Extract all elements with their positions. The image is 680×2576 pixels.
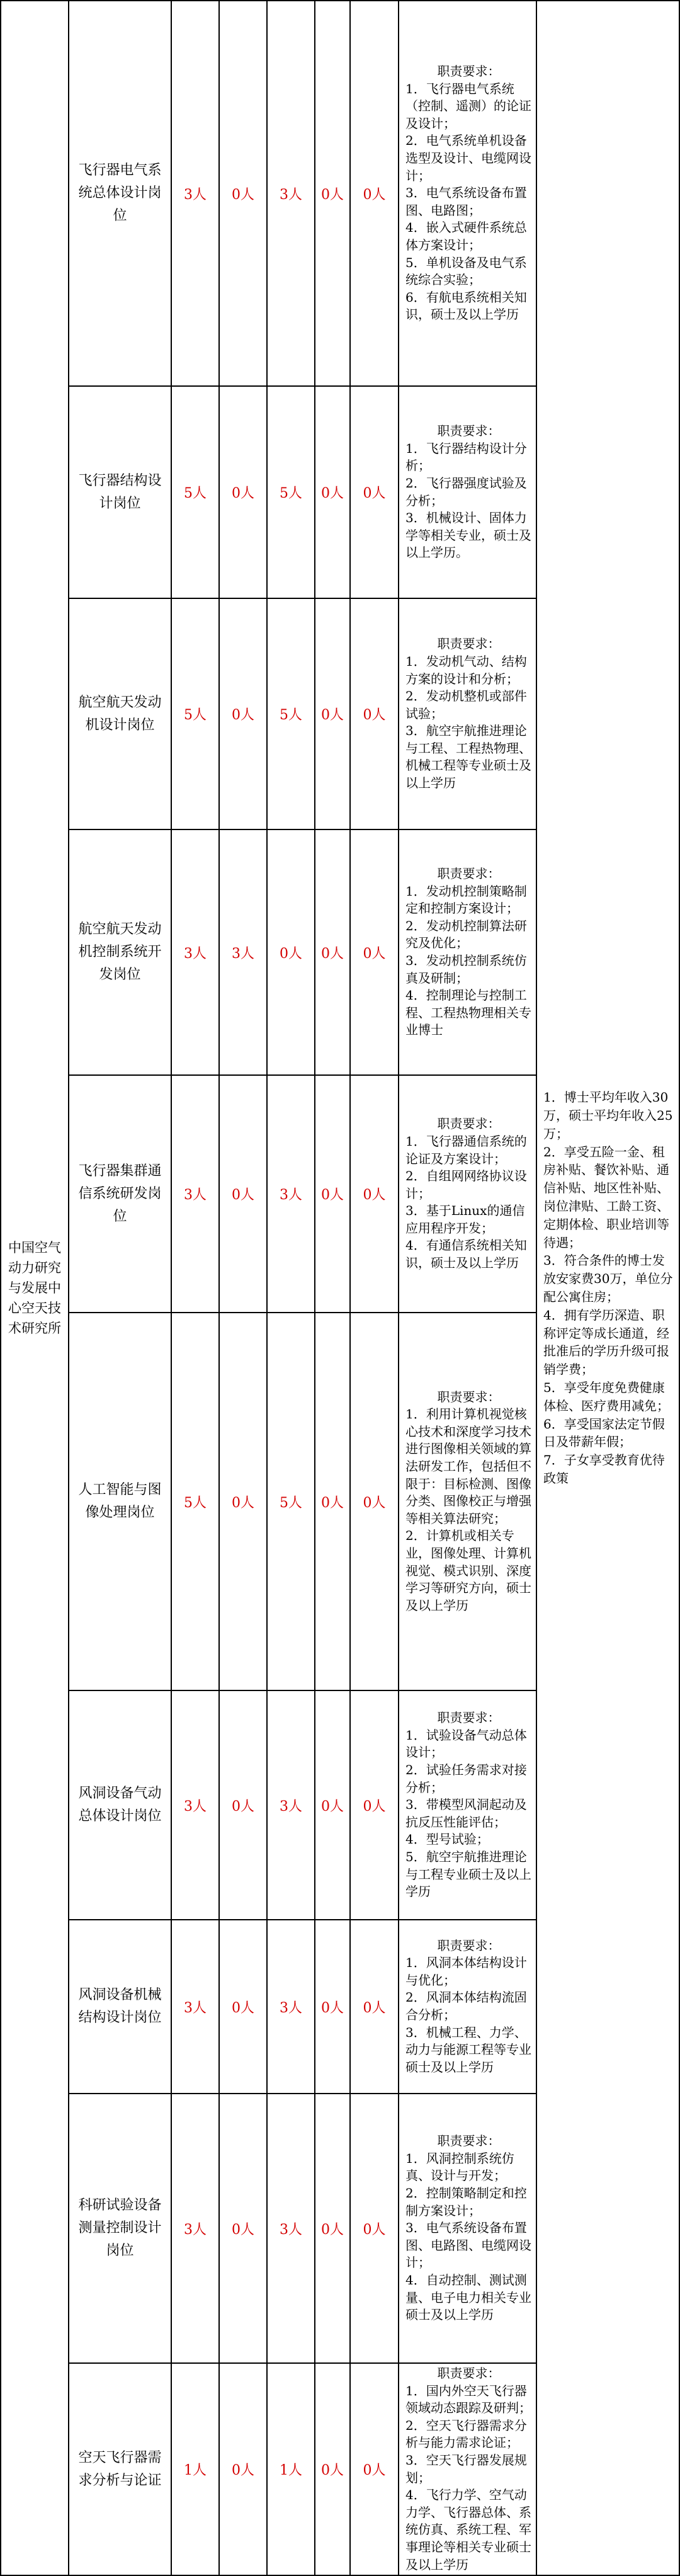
headcount-cell: 0人: [315, 2094, 350, 2363]
requirement-item: 4．飞行力学、空气动力学、飞行器总体、系统仿真、系统工程、军事理论等相关专业硕士及以上学历: [405, 2487, 531, 2572]
headcount-cell: 0人: [219, 1313, 267, 1690]
requirement-item: 4．自动控制、测试测量、电子电力相关专业硕士及以上学历: [405, 2272, 531, 2323]
position-name: 人工智能与图像处理岗位: [78, 1482, 162, 1520]
headcount-cell: 1人: [171, 2363, 219, 2575]
headcount-cell: 5人: [267, 598, 315, 829]
requirement-item: 3．基于Linux的通信应用程序开发；: [405, 1203, 525, 1236]
requirement-item: 3．发动机控制系统仿真及研制；: [405, 953, 527, 986]
position-cell: [69, 598, 171, 829]
requirement-item: 1．飞行器电气系统（控制、遥测）的论证及设计；: [405, 81, 531, 131]
requirements-title: 职责要求：: [437, 2366, 501, 2381]
headcount-cell: 3人: [171, 1920, 219, 2094]
headcount-cell: 5人: [171, 1313, 219, 1690]
requirement-item: 1．试验设备气动总体设计；: [405, 1727, 527, 1760]
requirement-item: 2．控制策略制定和控制方案设计；: [405, 2186, 527, 2218]
benefit-item: 7．子女享受教育优待政策: [543, 1452, 665, 1486]
requirements-cell: [399, 1313, 536, 1690]
requirement-item: 3．电气系统设备布置图、电路图；: [405, 185, 527, 218]
requirement-item: 3．机械设计、固体力学等相关专业，硕士及以上学历。: [405, 510, 531, 561]
headcount-cell: 3人: [171, 1690, 219, 1920]
requirement-item: 2．电气系统单机设备选型及设计、电缆网设计；: [405, 133, 531, 183]
position-cell: [69, 386, 171, 598]
benefit-item: 6．享受国家法定节假日及带薪年假；: [543, 1416, 665, 1450]
requirement-item: 2．发动机整机或部件试验；: [405, 688, 527, 721]
requirement-item: 1．风洞本体结构设计与优化；: [405, 1955, 527, 1988]
headcount-cell: 3人: [171, 2094, 219, 2363]
requirement-item: 1．飞行器结构设计分析；: [405, 440, 527, 474]
requirement-item: 3．电气系统设备布置图、电路图、电缆网设计；: [405, 2220, 531, 2271]
requirement-item: 3．空天飞行器发展规划；: [405, 2452, 527, 2485]
requirement-item: 1．风洞控制系统仿真、设计与开发；: [405, 2150, 514, 2184]
requirement-item: 3．航空宇航推进理论与工程、工程热物理、机械工程等专业硕士及以上学历: [405, 723, 531, 791]
unit-name: 中国空气动力研究与发展中心空天技术研究所: [8, 1240, 61, 1336]
headcount-cell: 3人: [219, 829, 267, 1075]
requirements-cell: [399, 386, 536, 598]
benefits-cell: [536, 1, 679, 2575]
requirement-item: 1．飞行器通信系统的论证及方案设计；: [405, 1133, 527, 1166]
headcount-cell: 0人: [315, 1313, 350, 1690]
position-cell: [69, 2094, 171, 2363]
position-name: 飞行器集群通信系统研发岗位: [78, 1163, 162, 1224]
position-cell: [69, 1, 171, 386]
requirement-item: 2．飞行器强度试验及分析；: [405, 475, 527, 508]
position-name: 风洞设备机械结构设计岗位: [78, 1987, 162, 2026]
requirement-item: 5．单机设备及电气系统综合实验；: [405, 254, 527, 288]
headcount-cell: 0人: [350, 386, 399, 598]
headcount-cell: 3人: [267, 1690, 315, 1920]
requirement-item: 2．自组网网络协议设计；: [405, 1168, 527, 1201]
headcount-cell: 5人: [267, 1313, 315, 1690]
position-cell: [69, 1690, 171, 1920]
requirement-item: 2．试验任务需求对接分析；: [405, 1762, 527, 1795]
table-row: [1, 1, 679, 386]
headcount-cell: 3人: [171, 829, 219, 1075]
requirements-cell: [399, 1075, 536, 1313]
benefit-item: 4．拥有学历深造、职称评定等成长通道，经批准后的学历升级可报销学费；: [543, 1307, 669, 1377]
benefit-item: 2．享受五险一金、租房补贴、餐饮补贴、通信补贴、地区性补贴、岗位津贴、工龄工资、定期体检、职业培训等待遇；: [543, 1144, 669, 1250]
requirement-item: 4．控制理论与控制工程、工程热物理相关专业博士: [405, 988, 531, 1038]
headcount-cell: 0人: [315, 2363, 350, 2575]
requirement-item: 2．空天飞行器需求分析与能力需求论证；: [405, 2417, 527, 2451]
requirements-cell: [399, 829, 536, 1075]
headcount-cell: 1人: [267, 2363, 315, 2575]
benefit-item: 1．博士平均年收入30万，硕士平均年收入25万；: [543, 1090, 673, 1141]
headcount-cell: 3人: [171, 1, 219, 386]
position-name: 飞行器结构设计岗位: [78, 472, 162, 511]
requirements-title: 职责要求：: [437, 866, 501, 882]
headcount-cell: 0人: [219, 1075, 267, 1313]
headcount-cell: 0人: [350, 829, 399, 1075]
position-name: 飞行器电气系统总体设计岗位: [78, 162, 162, 224]
requirements-cell: [399, 1690, 536, 1920]
requirement-item: 2．发动机控制算法研究及优化；: [405, 918, 527, 951]
headcount-cell: 0人: [219, 1690, 267, 1920]
requirement-item: 2．计算机或相关专业，图像处理、计算机视觉、模式识别、深度学习等研究方向，硕士及以上学历: [405, 1528, 531, 1613]
headcount-cell: 0人: [350, 1313, 399, 1690]
requirement-item: 1．利用计算机视觉核心技术和深度学习技术进行图像相关领域的算法研发工作，包括但不限于：目标检测、图像分类、图像校正与增强等相关算法研究；: [405, 1406, 531, 1526]
requirements-title: 职责要求：: [437, 1389, 501, 1405]
requirements-cell: [399, 2363, 536, 2575]
position-cell: [69, 2363, 171, 2575]
headcount-cell: 0人: [219, 386, 267, 598]
headcount-cell: 0人: [350, 2094, 399, 2363]
headcount-cell: 0人: [315, 829, 350, 1075]
position-name: 空天飞行器需求分析与论证: [78, 2449, 162, 2488]
requirement-item: 4．有通信系统相关知识，硕士及以上学历: [405, 1238, 527, 1271]
headcount-cell: 0人: [219, 598, 267, 829]
requirement-item: 4．型号试验；: [405, 1832, 489, 1847]
headcount-cell: 0人: [350, 1920, 399, 2094]
headcount-cell: 3人: [171, 1075, 219, 1313]
requirements-cell: [399, 2094, 536, 2363]
requirements-cell: [399, 598, 536, 829]
requirement-item: 5．航空宇航推进理论与工程专业硕士及以上学历: [405, 1849, 531, 1900]
requirement-item: 3．机械工程、力学、动力与能源工程等专业硕士及以上学历: [405, 2024, 531, 2075]
position-cell: [69, 829, 171, 1075]
requirement-item: 1．国内外空天飞行器领域动态跟踪及研判；: [405, 2383, 531, 2416]
requirement-item: 6．有航电系统相关知识，硕士及以上学历: [405, 289, 527, 322]
headcount-cell: 5人: [171, 386, 219, 598]
headcount-cell: 0人: [315, 598, 350, 829]
position-name: 航空航天发动机控制系统开发岗位: [78, 921, 162, 983]
headcount-cell: 0人: [350, 1, 399, 386]
headcount-cell: 0人: [315, 1, 350, 386]
headcount-cell: 0人: [315, 386, 350, 598]
requirements-title: 职责要求：: [437, 2133, 501, 2149]
headcount-cell: 0人: [219, 1, 267, 386]
benefit-item: 5．享受年度免费健康体检、医疗费用减免；: [543, 1380, 669, 1413]
headcount-cell: 3人: [267, 1920, 315, 2094]
headcount-cell: 0人: [315, 1920, 350, 2094]
requirement-item: 3．带模型风洞起动及抗反压性能评估；: [405, 1797, 527, 1830]
requirements-title: 职责要求：: [437, 64, 501, 79]
requirement-item: 4．嵌入式硬件系统总体方案设计；: [405, 220, 527, 253]
requirement-item: 1．发动机控制策略制定和控制方案设计；: [405, 883, 527, 916]
headcount-cell: 0人: [350, 2363, 399, 2575]
requirements-cell: [399, 1, 536, 386]
requirements-title: 职责要求：: [437, 1116, 501, 1132]
requirements-title: 职责要求：: [437, 1710, 501, 1726]
headcount-cell: 0人: [219, 1920, 267, 2094]
position-name: 科研试验设备测量控制设计岗位: [78, 2197, 162, 2259]
requirements-title: 职责要求：: [437, 636, 501, 652]
headcount-cell: 0人: [219, 2094, 267, 2363]
headcount-cell: 3人: [267, 1075, 315, 1313]
position-cell: [69, 1313, 171, 1690]
requirements-title: 职责要求：: [437, 423, 501, 439]
unit-cell: [1, 1, 69, 2575]
headcount-cell: 0人: [267, 829, 315, 1075]
headcount-cell: 0人: [315, 1075, 350, 1313]
headcount-cell: 0人: [219, 2363, 267, 2575]
position-name: 航空航天发动机设计岗位: [78, 694, 162, 733]
position-cell: [69, 1920, 171, 2094]
headcount-cell: 0人: [315, 1690, 350, 1920]
requirement-item: 2．风洞本体结构流固合分析；: [405, 1990, 527, 2022]
requirement-item: 1．发动机气动、结构方案的设计和分析；: [405, 653, 527, 687]
position-cell: [69, 1075, 171, 1313]
benefit-item: 3．符合条件的博士发放安家费30万，单位分配公寓住房；: [543, 1253, 673, 1305]
headcount-cell: 3人: [267, 2094, 315, 2363]
requirements-cell: [399, 1920, 536, 2094]
position-name: 风洞设备气动总体设计岗位: [78, 1786, 162, 1824]
headcount-cell: 0人: [350, 598, 399, 829]
headcount-cell: 5人: [171, 598, 219, 829]
headcount-cell: 3人: [267, 1, 315, 386]
headcount-cell: 0人: [350, 1075, 399, 1313]
headcount-cell: 0人: [350, 1690, 399, 1920]
requirements-title: 职责要求：: [437, 1937, 501, 1953]
headcount-cell: 5人: [267, 386, 315, 598]
table-body: [1, 1, 679, 2575]
